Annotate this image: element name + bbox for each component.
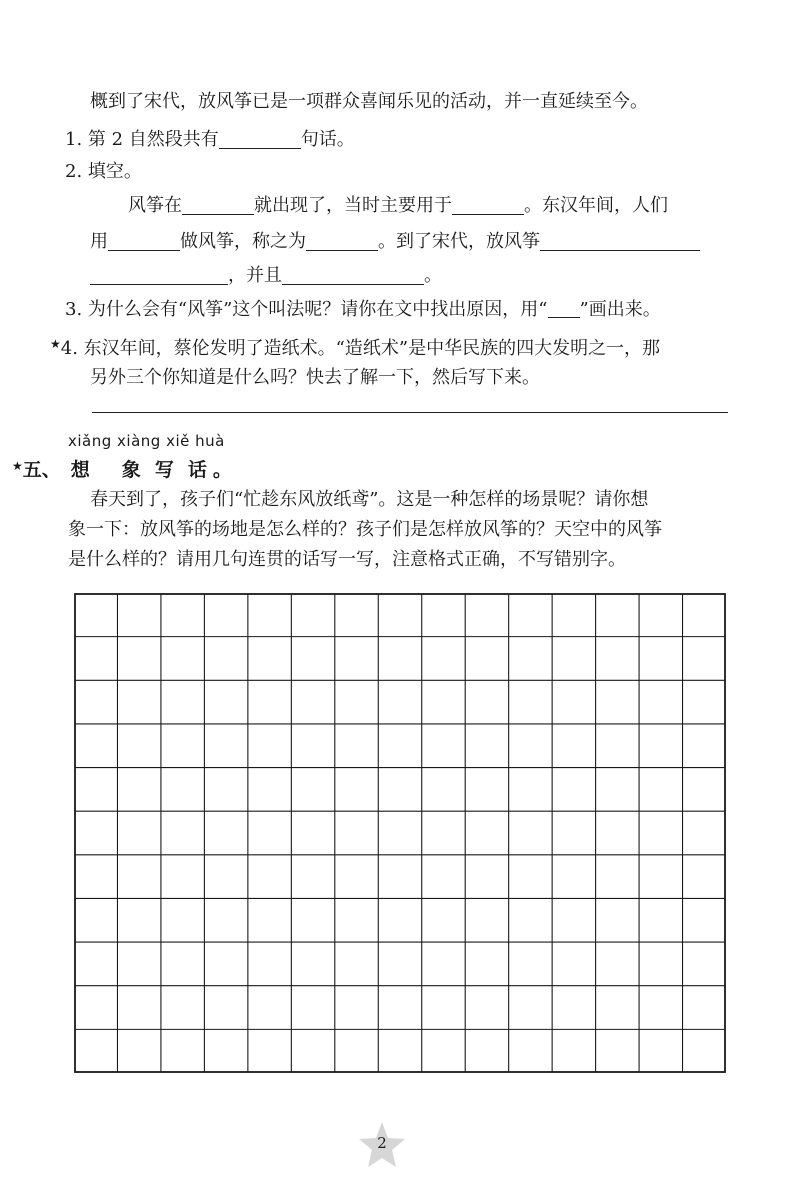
answer-blank[interactable] [540,230,700,251]
question-1-suffix: 句话。 [300,129,355,150]
fill-text: 。到了宋代，放风筝 [378,231,540,252]
prompt-line-2: 象一下：放风筝的场地是怎么样的？孩子们是怎样放风筝的？天空中的风筝 [68,519,662,540]
prompt-line-1: 春天到了，孩子们“忙趁东风放纸鸢”。这是一种怎样的场景呢？请你想 [90,489,649,510]
grid-border [75,594,725,1072]
underline-mark [548,299,580,318]
question-4-line-2: 另外三个你知道是什么吗？快去了解一下，然后写下来。 [90,367,540,388]
question-2-line-3 [90,262,442,290]
question-1 [65,126,355,154]
question-3 [65,296,661,324]
answer-blank[interactable] [219,128,301,149]
section-number: 五、 [22,459,61,481]
question-2-title: 2. 填空。 [65,161,142,182]
question-4-line-1 [50,330,660,363]
answer-blank[interactable] [452,194,524,215]
prompt-line-3: 是什么样的？请用几句连贯的话写一写，注意格式正确，不写错别字。 [68,549,626,570]
answer-blank[interactable] [90,264,228,285]
fill-text: 做风筝，称之为 [180,231,306,252]
section-title-char: 话 [187,459,207,481]
fill-text: ，并且 [228,265,282,286]
page-number: 2 [377,1134,387,1152]
section-5-heading [12,452,232,484]
page-number-badge [357,1120,407,1170]
answer-blank[interactable] [182,194,254,215]
question-1-prefix: 1. 第 2 自然段共有 [65,129,219,150]
section-title-char: 。 [212,459,232,481]
star-icon: ★ [50,337,61,351]
section-title-char: 写 [154,459,174,481]
answer-line[interactable] [92,412,728,413]
answer-blank[interactable] [306,230,378,251]
fill-text: 就出现了，当时主要用于 [254,195,452,216]
answer-blank[interactable] [282,264,424,285]
fill-text: 风筝在 [128,195,182,216]
section-title-char: 想 [70,459,90,481]
fill-text: 用 [90,231,108,252]
paragraph-text: 概到了宋代，放风筝已是一项群众喜闻乐见的活动，并一直延续至今。 [90,91,648,112]
answer-blank[interactable] [108,230,180,251]
section-5-pinyin: xiǎng xiàng xiě huà [68,432,225,450]
section-title-char: 象 [121,459,141,481]
star-icon: ★ [12,459,23,473]
question-3-suffix: ”画出来。 [579,299,661,320]
question-2-line-2 [90,228,700,256]
fill-text: 。 [424,265,442,286]
question-3-prefix: 3. 为什么会有“风筝”这个叫法呢？请你在文中找出原因，用“ [65,299,548,320]
question-2-line-1 [128,192,668,220]
question-4-text: 4. 东汉年间，蔡伦发明了造纸术。“造纸术”是中华民族的四大发明之一，那 [60,338,661,359]
writing-grid[interactable] [74,593,726,1073]
fill-text: 。东汉年间，人们 [524,195,668,216]
